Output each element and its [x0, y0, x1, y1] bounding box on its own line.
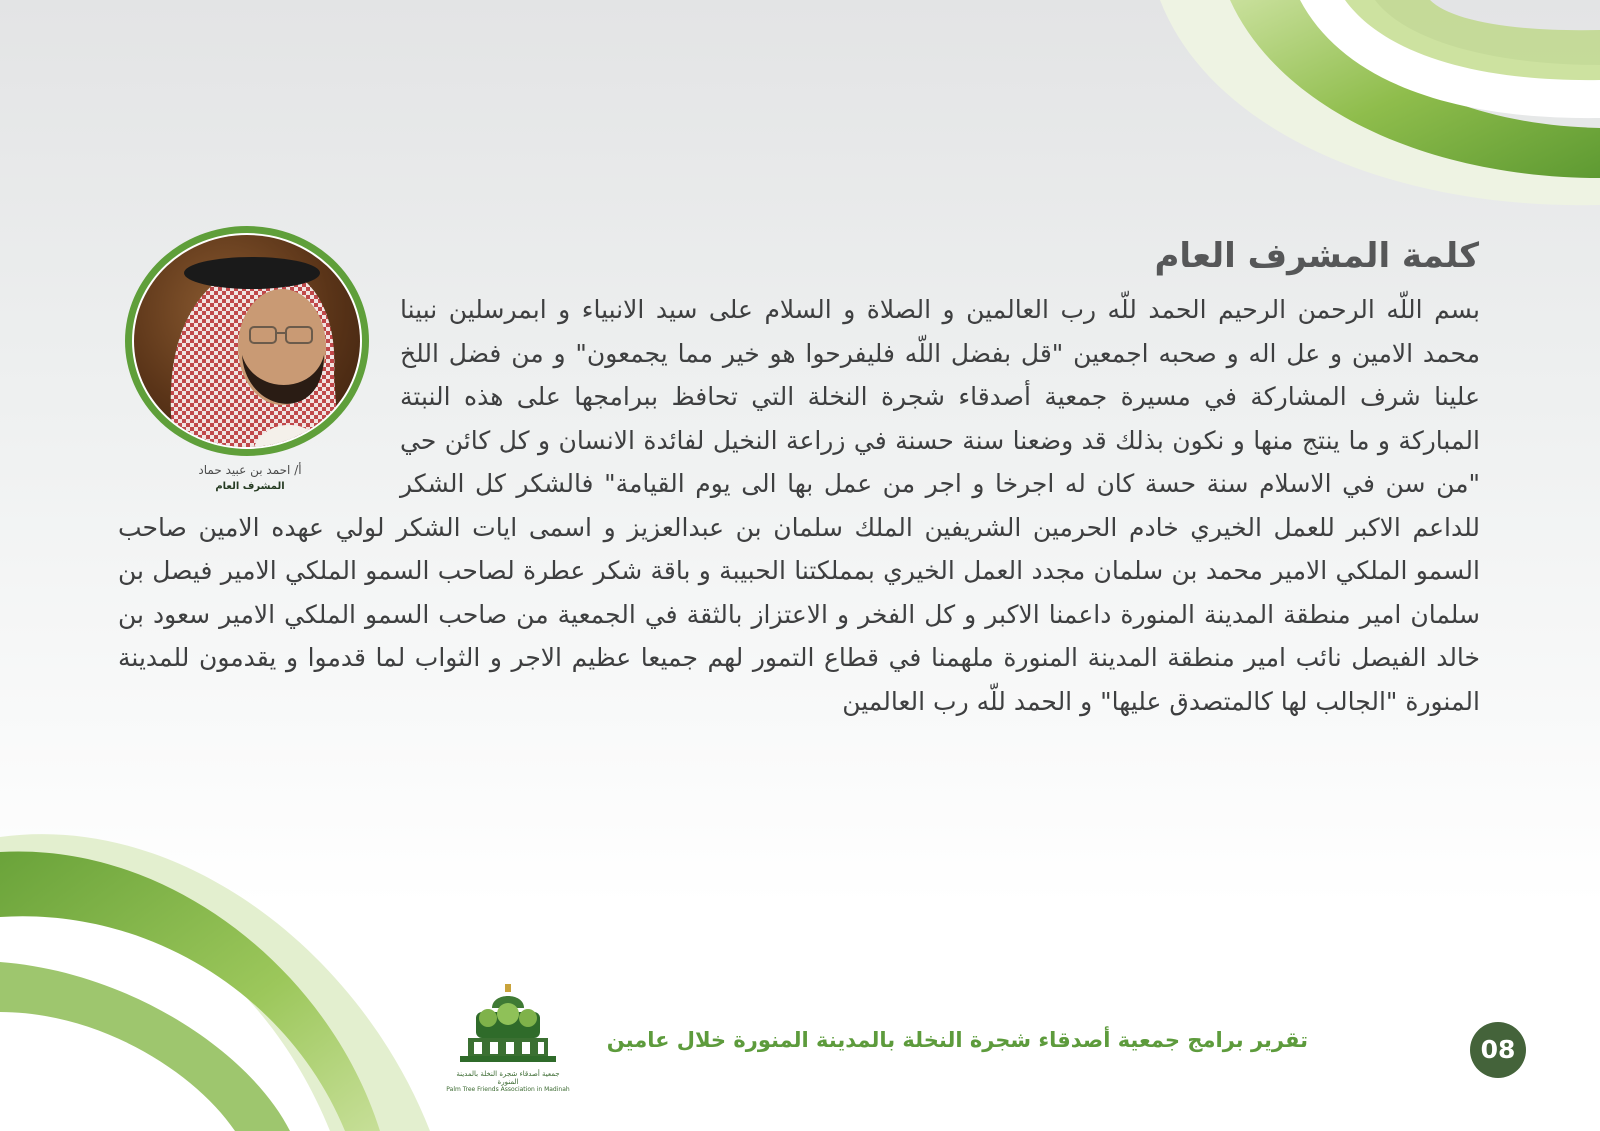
logo-caption-english: Palm Tree Friends Association in Madinah — [446, 1086, 570, 1093]
page-title: كلمة المشرف العام — [1154, 236, 1479, 276]
body-line: الملكي الامير محمد بن سلمان مجدد العمل الخيري بمملكتنا الحبيبة و باقة شكر عطرة لصاحب السمو — [356, 556, 1408, 585]
body-line: الجمعية من صاحب السمو الملكي الامير سعود بن خالد الفيصل نائب امير منطقة المدينة المنورة ملهمنا في — [118, 599, 1481, 672]
body-line: خير مما يجمعون" و من فضل اللخ علينا شرف المشاركة في مسيرة جمعية أصدقاء — [400, 338, 1481, 411]
body-line: قطاع التمور لهم جميعا عظيم الاجر و الثواب لما قدموا و يقدمون للمدينة المنورة "الجالب لها كالمتصدق — [118, 643, 1480, 716]
portrait-spacer — [118, 288, 400, 484]
logo-caption-arabic: جمعية أصدقاء شجرة النخلة بالمدينة المنورة — [456, 1070, 560, 1086]
body-line: سنة حسة كان له اجرخا و اجر من عمل بها الى يوم القيامة" فالشكر كل الشكر للداعم الاكبر للعمل الخيري — [400, 469, 1481, 542]
supervisor-name: أ/ احمد بن عبيد حماد — [198, 463, 302, 477]
association-logo — [452, 982, 564, 1084]
report-title-footer: تقرير برامج جمعية أصدقاء شجرة النخلة بالمدينة المنورة خلال عامين — [606, 1028, 1308, 1052]
body-line: ابمرسلين نبينا محمد الامين و عل اله و صحبه اجمعين "قل بفضل اللّه فليفرحوا هو — [400, 295, 1480, 368]
body-line: الملكي الامير فيصل بن سلمان امير منطقة المدينة المنورة داعمنا الاكبر و كل الفخر و الاعتزاز بالثقة في — [118, 556, 1480, 629]
body-line: عليها" و الحمد للّه رب العالمين — [842, 686, 1162, 716]
supervisor-role: المشرف العام — [215, 481, 285, 492]
message-body — [118, 288, 1480, 723]
body-line: قد وضعنا سنة حسنة في زراعة النخيل لفائدة الانسان و كل كائن حي "من سن في الاسلام — [400, 425, 1480, 498]
bottom-left-arc-decoration — [0, 822, 440, 1131]
body-line: شجرة النخلة التي تحافظ ببرامجها على هذه النبتة المباركة و ما ينتج منها و نكون بذلك — [400, 382, 1480, 455]
body-line: بسم اللّه الرحمن الرحيم الحمد للّه رب العالمين و الصلاة و السلام على سيد الانبياء و — [546, 295, 1480, 324]
top-right-arc-decoration — [1130, 0, 1600, 215]
body-line: خادم الحرمين الشريفين الملك سلمان بن عبدالعزيز و اسمى ايات الشكر لولي عهده الامين صاحب السمو — [118, 512, 1480, 585]
page-number-badge: 08 — [1470, 1022, 1526, 1078]
logo-caption — [446, 1070, 570, 1093]
